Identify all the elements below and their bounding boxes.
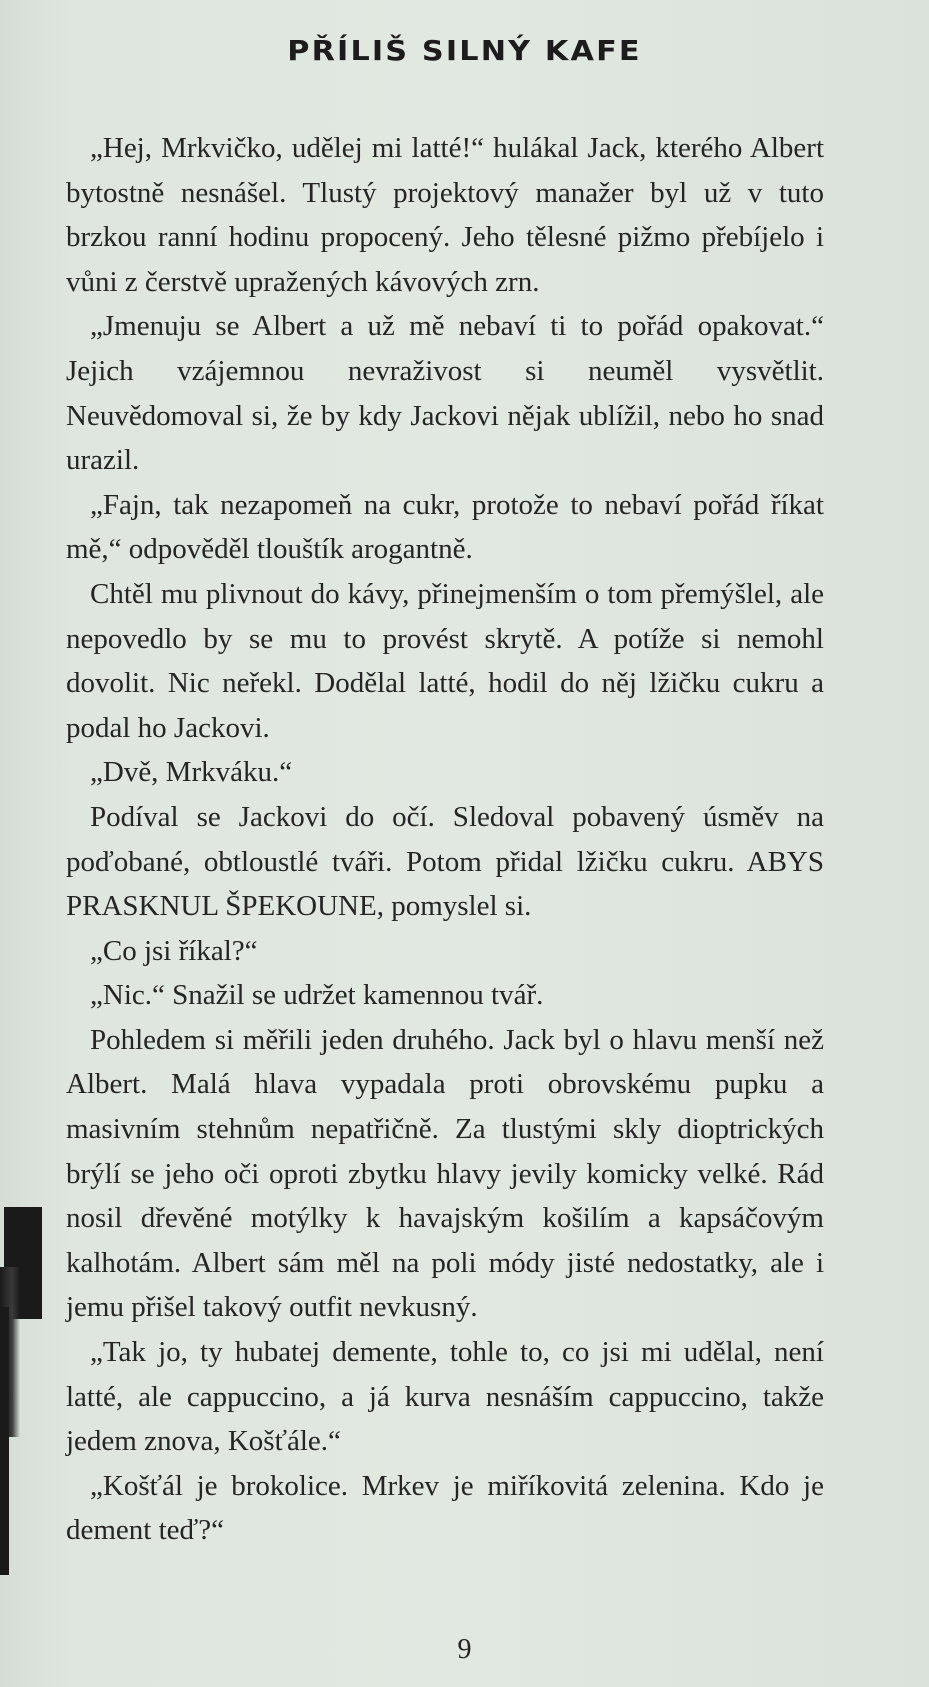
paragraph: „Tak jo, ty hubatej demente, tohle to, co jsi mi udělal, není latté, ale cappuccino, a já kurva nesnáším cappuccino, takže jedem znova, Košťále.“	[66, 1336, 824, 1458]
paragraph: „Jmenuju se Albert a už mě nebaví ti to pořád opakovat.“ Jejich vzájemnou nevraživost si neuměl vysvětlit. Neuvědomoval si, že by kdy Jackovi nějak ublížil, nebo ho snad urazil.	[66, 310, 824, 477]
paragraph: Podíval se Jackovi do očí. Sledoval pobavený úsměv na poďobané, obtloustlé tváři. Potom přidal lžičku cukru. ABYS PRASKNUL ŠPEKOUNE, pomyslel si.	[66, 800, 824, 923]
body-text	[66, 126, 824, 1553]
paragraph: „Nic.“ Snažil se udržet kamennou tvář.	[90, 979, 544, 1012]
binding-shadow	[0, 1207, 42, 1575]
chapter-title: PŘÍLIŠ SILNÝ KAFE	[287, 34, 642, 67]
paragraph: „Hej, Mrkvičko, udělej mi latté!“ hulákal Jack, kterého Albert bytostně nesnášel. Tlustý projektový manažer byl už v tuto brzkou ranní hodinu propocený. Jeho tělesné pižmo přebíjelo i vůni z čerstvě upražených kávových zrn.	[66, 132, 824, 298]
paragraph: „Co jsi říkal?“	[90, 934, 258, 967]
paragraph: Pohledem si měřili jeden druhého. Jack byl o hlavu menší než Albert. Malá hlava vypadala proti obrovskému pupku a masivním stehnům nepatřičně. Za tlustými skly dioptrických brýlí se jeho oči oproti zbytku hlavy jevily komicky velké. Rád nosil dřevěné motýlky k havajským košilím a kapsáčovým kalhotám. Albert sám měl na poli módy jisté nedostatky, ale i jemu přišel takový outfit nevkusný.	[66, 1023, 824, 1324]
paragraph: „Dvě, Mrkváku.“	[90, 756, 293, 789]
page-number: 9	[457, 1634, 472, 1665]
paragraph: „Fajn, tak nezapomeň na cukr, protože to nebaví pořád říkat mě,“ odpověděl tlouštík arogantně.	[66, 488, 824, 566]
paragraph: „Košťál je brokolice. Mrkev je miříkovitá zelenina. Kdo je dement teď?“	[66, 1469, 824, 1547]
paragraph: Chtěl mu plivnout do kávy, přinejmenším o tom přemýšlel, ale nepovedlo by se mu to provést skrytě. A potíže si nemohl dovolit. Nic neřekl. Dodělal latté, hodil do něj lžičku cukru a podal ho Jackovi.	[66, 577, 824, 744]
